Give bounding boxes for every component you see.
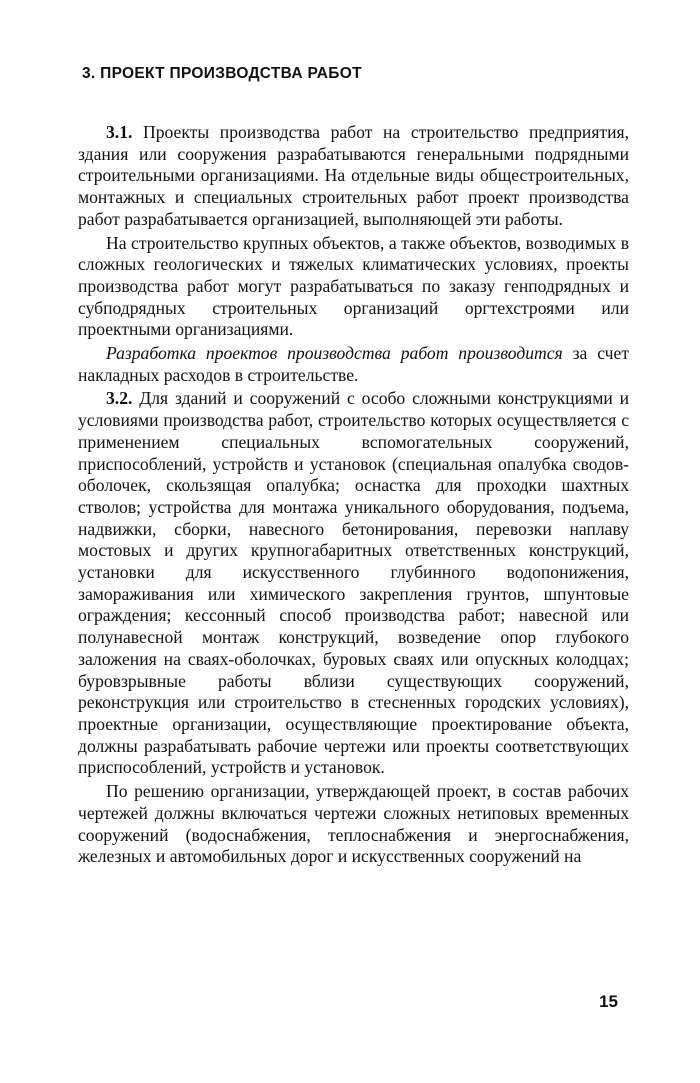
paragraph-3-1 <box>78 122 629 231</box>
paragraph-financing <box>78 343 629 386</box>
financing-italic-text: Разработка проектов производства работ производится <box>106 343 563 364</box>
paragraph-3-2 <box>78 388 629 779</box>
page-content <box>78 64 629 868</box>
section-number-3-2: 3.2. <box>106 388 133 409</box>
paragraph-3-1-text: Проекты производства работ на строительство предприятия, здания или сооружения разрабатываются генеральными подрядными строительными организациями. На отдельные виды общестроительных, монтажных и специальных строительных работ проект производства работ разрабатывается организацией, выполняющей эти работы. <box>78 122 630 229</box>
financing-text: за счет накладных расходов в строительстве. <box>78 343 630 385</box>
page-number: 15 <box>599 992 618 1011</box>
paragraph-large-objects: На строительство крупных объектов, а также объектов, возводимых в сложных геологических и тяжелых климатических условиях, проекты производства работ могут разрабатываться по заказу генподрядных и субподрядных строительных организаций оргтехстроями или проектными организациями. <box>78 232 629 340</box>
section-heading: 3. ПРОЕКТ ПРОИЗВОДСТВА РАБОТ <box>82 65 362 82</box>
paragraph-decision: По решению организации, утверждающей проект, в состав рабочих чертежей должны включаться чертежи сложных нетиповых временных сооружений (водоснабжения, теплоснабжения и энергоснабжения, железных и автомобильных дорог и искусственных сооружений на <box>78 781 629 867</box>
section-number-3-1: 3.1. <box>106 122 133 142</box>
paragraph-3-2-text: Для зданий и сооружений с особо сложными конструкциями и условиями производства работ, строительство которых осуществляется с применением специальных вспомогательных сооружений, приспособлений, устройств и установок (специальная опалубка сводов-оболочек, скользящая опалубка; оснастка для проходки шахтных стволов; устройства для монтажа уникального оборудования, подъема, надвижки, сборки, навесного бетонирования, перевозки наплаву мостовых и других крупногабаритных ответственных конструкций, установки для искусственного глубинного водопонижения, замораживания или химического закрепления грунтов, шпунтовые ограждения; кессонный способ производства работ; навесной или полунавесной монтаж конструкций, возведение опор глубокого заложения на сваях-оболочках, буровых сваях или опускных колодцах; буровзрывные работы вблизи существующих сооружений, реконструкция или строительство в стесненных городских условиях), проектные организации, осуществляющие проектирование объекта, должны разрабатывать рабочие чертежи или проекты соответствующих приспособлений, устройств и установок. <box>78 388 629 778</box>
